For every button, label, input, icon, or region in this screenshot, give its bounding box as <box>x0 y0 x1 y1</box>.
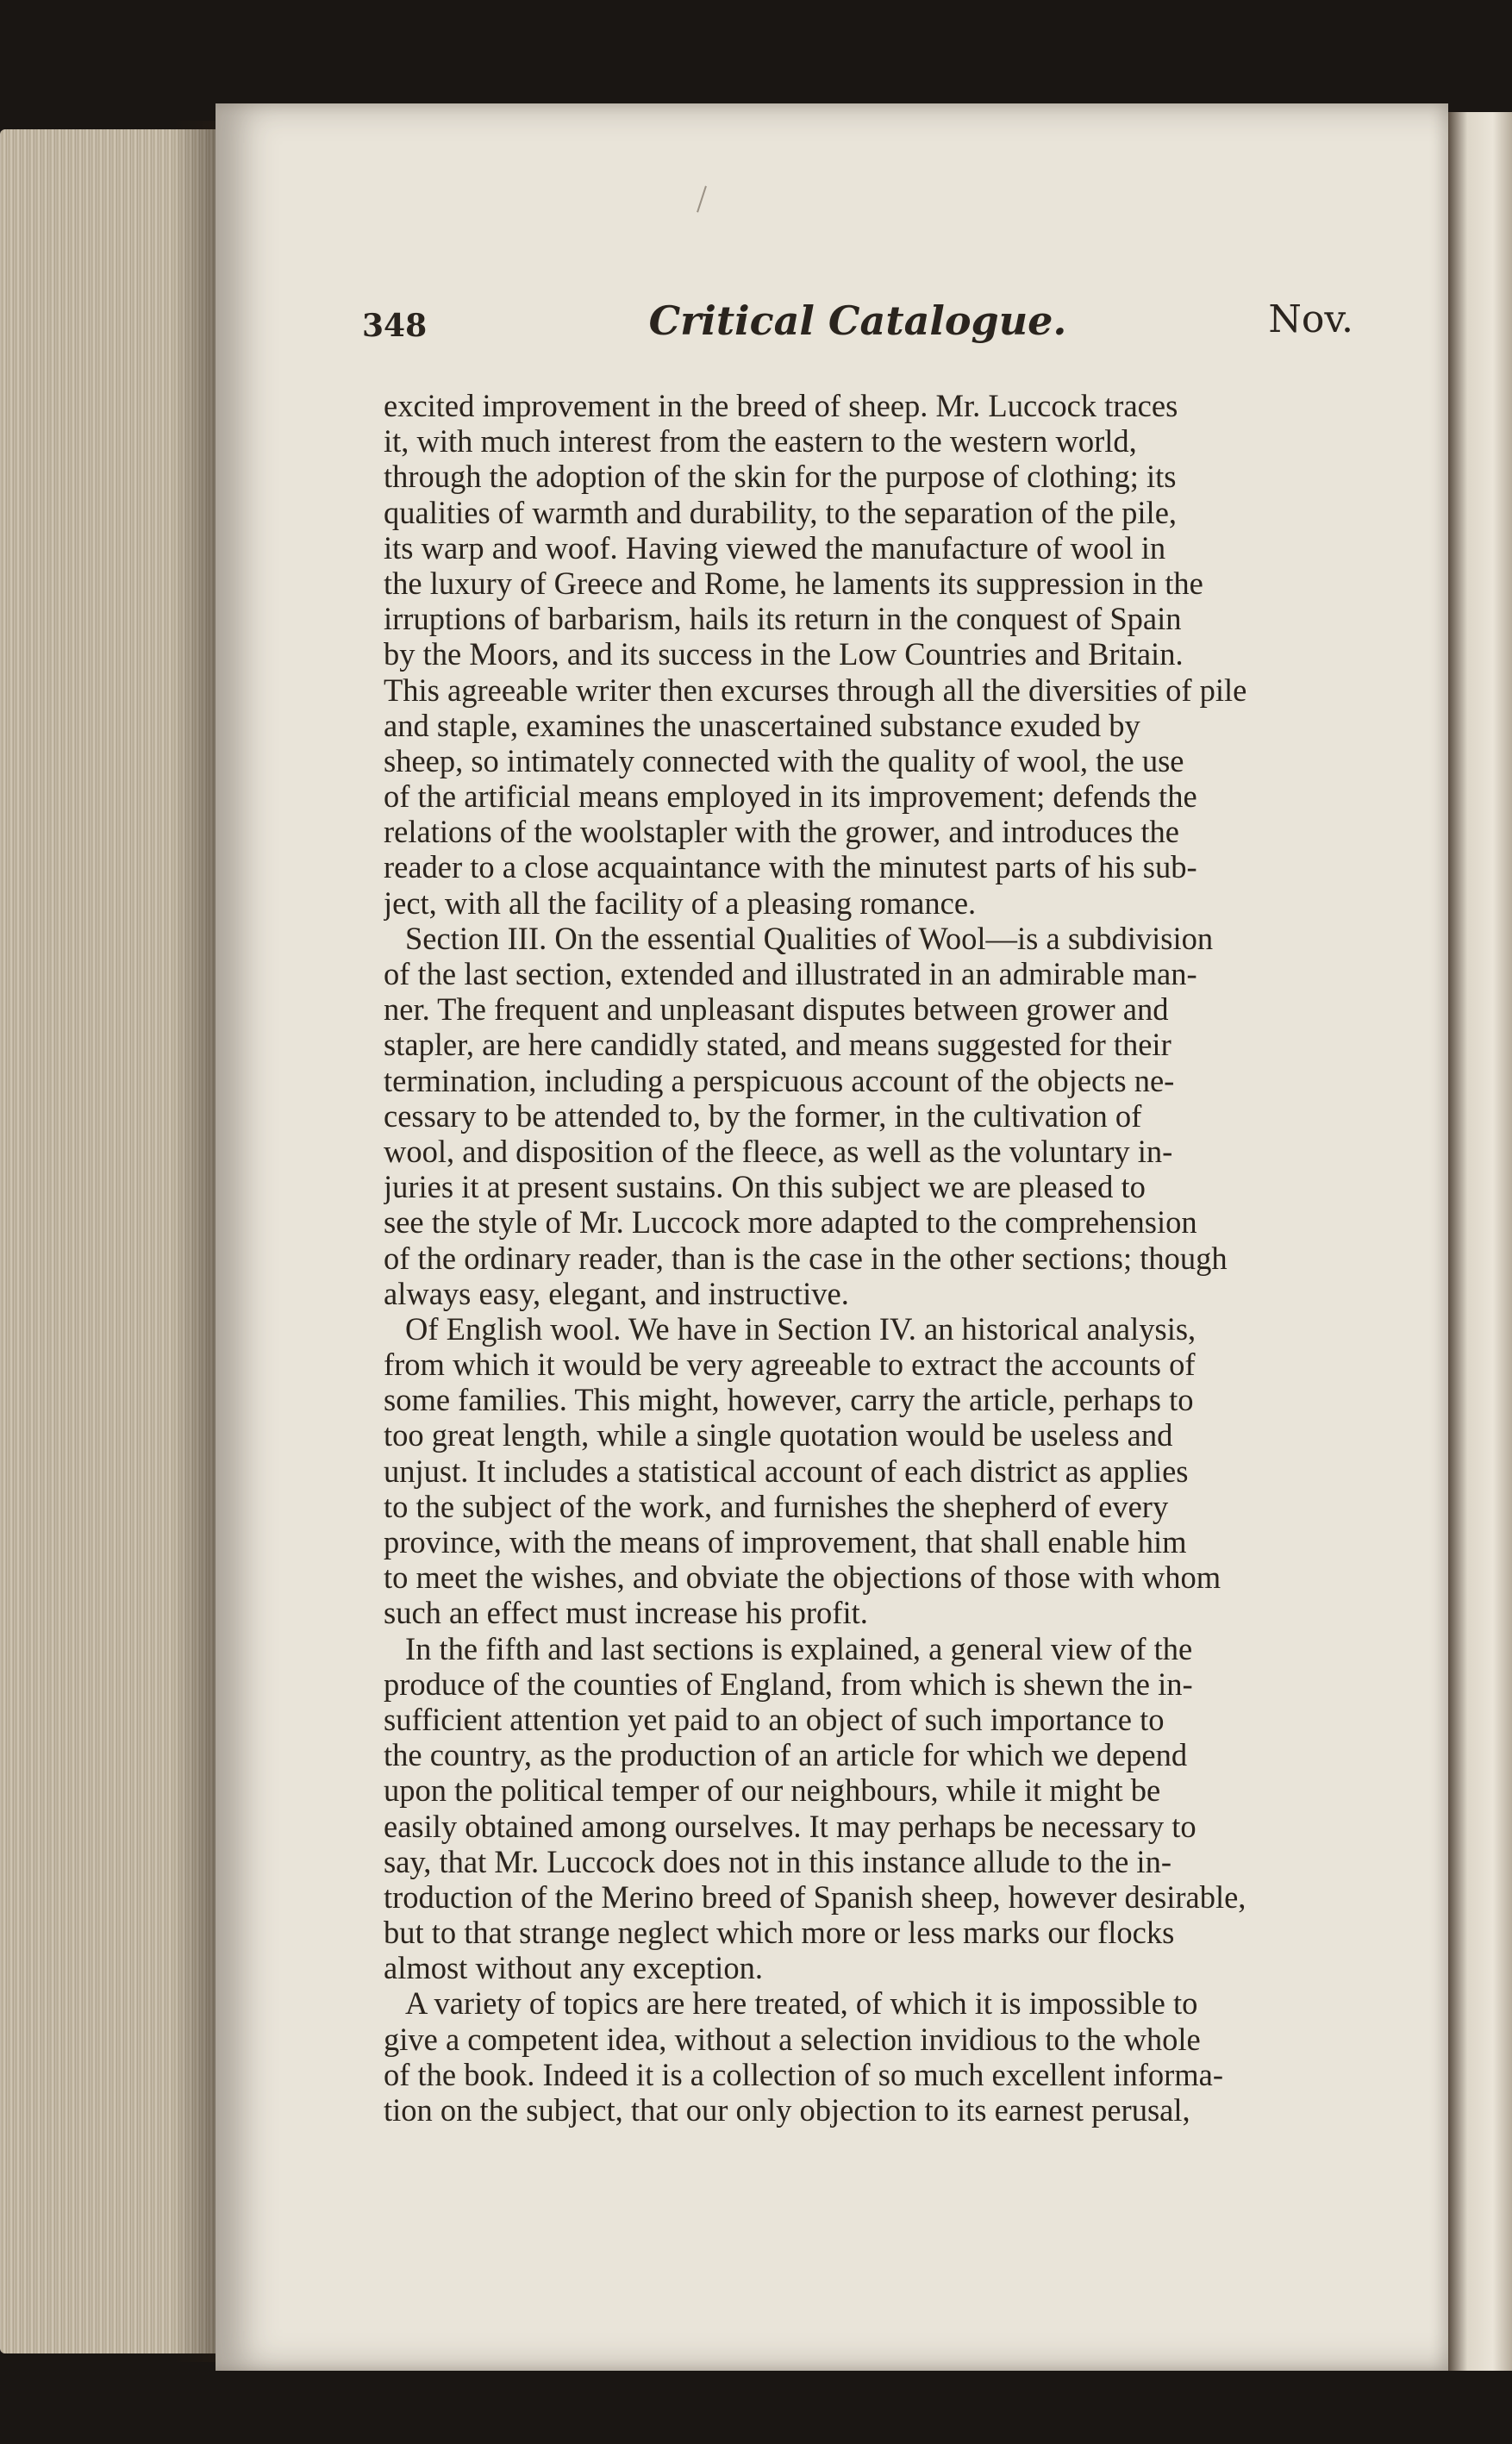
text-line: it, with much interest from the eastern to the western world, <box>384 423 1137 459</box>
text-line: sufficient attention yet paid to an object of such importance to <box>384 1701 1165 1737</box>
text-line: and staple, examines the unascertained substance exuded by <box>384 707 1140 743</box>
text-line: give a competent idea, without a selection invidious to the whole <box>384 2021 1201 2057</box>
text-line: the luxury of Greece and Rome, he laments its suppression in the <box>384 565 1203 601</box>
text-line: of the last section, extended and illustrated in an admirable man- <box>384 956 1197 991</box>
text-line: irruptions of barbarism, hails its return in the conquest of Spain <box>384 601 1182 637</box>
text-line: but to that strange neglect which more or less marks our flocks <box>384 1915 1175 1951</box>
running-head <box>362 297 1353 349</box>
text-line: This agreeable writer then excurses through all the diversities of pile <box>384 672 1247 708</box>
page <box>216 103 1448 2371</box>
facing-page-edge <box>1448 112 1512 2371</box>
running-month: Nov. <box>1268 297 1353 341</box>
text-line: sheep, so intimately connected with the quality of wool, the use <box>384 742 1184 778</box>
text-line: too great length, while a single quotation would be useless and <box>384 1417 1173 1453</box>
text-line: easily obtained among ourselves. It may perhaps be necessary to <box>384 1808 1196 1844</box>
text-line: to meet the wishes, and obviate the objections of those with whom <box>384 1560 1221 1596</box>
text-line: termination, including a perspicuous account of the objects ne- <box>384 1062 1175 1098</box>
text-line: such an effect must increase his profit. <box>384 1595 868 1631</box>
text-line: its warp and woof. Having viewed the manufacture of wool in <box>384 529 1166 566</box>
text-line: Of English wool. We have in Section IV. an historical analysis, <box>405 1310 1196 1347</box>
text-line: produce of the counties of England, from which is shewn the in- <box>384 1666 1193 1702</box>
text-line: Section III. On the essential Qualities of Wool—is a subdivision <box>405 920 1214 956</box>
text-line: juries it at present sustains. On this subject we are pleased to <box>384 1169 1146 1205</box>
text-line: by the Moors, and its success in the Low Countries and Britain. <box>384 636 1184 672</box>
text-line: ner. The frequent and unpleasant disputes between grower and <box>384 991 1169 1028</box>
text-line: almost without any exception. <box>384 1950 763 1986</box>
text-line: wool, and disposition of the fleece, as well as the voluntary in- <box>384 1133 1173 1169</box>
text-line: qualities of warmth and durability, to the separation of the pile, <box>384 494 1178 530</box>
text-line: A variety of topics are here treated, of which it is impossible to <box>405 1985 1198 2022</box>
text-line: some families. This might, however, carry the article, perhaps to <box>384 1382 1194 1418</box>
text-line: the country, as the production of an article for which we depend <box>384 1737 1188 1773</box>
text-line: troduction of the Merino breed of Spanish sheep, however desirable, <box>384 1878 1246 1915</box>
text-line: stapler, are here candidly stated, and means suggested for their <box>384 1027 1171 1063</box>
text-line: ject, with all the facility of a pleasing romance. <box>384 884 977 921</box>
text-line: say, that Mr. Luccock does not in this instance allude to the in- <box>384 1843 1171 1879</box>
text-line: of the book. Indeed it is a collection of so much excellent informa- <box>384 2056 1224 2092</box>
running-title: Critical Catalogue. <box>648 297 1067 344</box>
text-line: excited improvement in the breed of sheep. Mr. Luccock traces <box>384 388 1178 423</box>
text-line: of the artificial means employed in its improvement; defends the <box>384 778 1197 815</box>
text-line: tion on the subject, that our only objection to its earnest perusal, <box>384 2092 1190 2128</box>
text-line: In the fifth and last sections is explained, a general view of the <box>405 1630 1193 1666</box>
text-line: see the style of Mr. Luccock more adapted to the comprehension <box>384 1204 1197 1241</box>
text-line: reader to a close acquaintance with the minutest parts of his sub- <box>384 849 1197 885</box>
text-line: always easy, elegant, and instructive. <box>384 1275 849 1311</box>
text-line: unjust. It includes a statistical account of each district as applies <box>384 1453 1189 1489</box>
page-number: 348 <box>362 308 428 344</box>
stray-mark <box>697 185 707 212</box>
text-line: upon the political temper of our neighbours, while it might be <box>384 1772 1161 1809</box>
text-line: to the subject of the work, and furnishes the shepherd of every <box>384 1488 1169 1524</box>
text-line: cessary to be attended to, by the former, in the cultivation of <box>384 1097 1142 1134</box>
text-line: of the ordinary reader, than is the case in the other sections; though <box>384 1240 1228 1276</box>
text-line: province, with the means of improvement, that shall enable him <box>384 1524 1187 1560</box>
text-line: from which it would be very agreeable to extract the accounts of <box>384 1347 1196 1383</box>
text-line: through the adoption of the skin for the purpose of clothing; its <box>384 459 1177 495</box>
body-text <box>384 388 1336 2128</box>
text-line: relations of the woolstapler with the grower, and introduces the <box>384 814 1179 850</box>
